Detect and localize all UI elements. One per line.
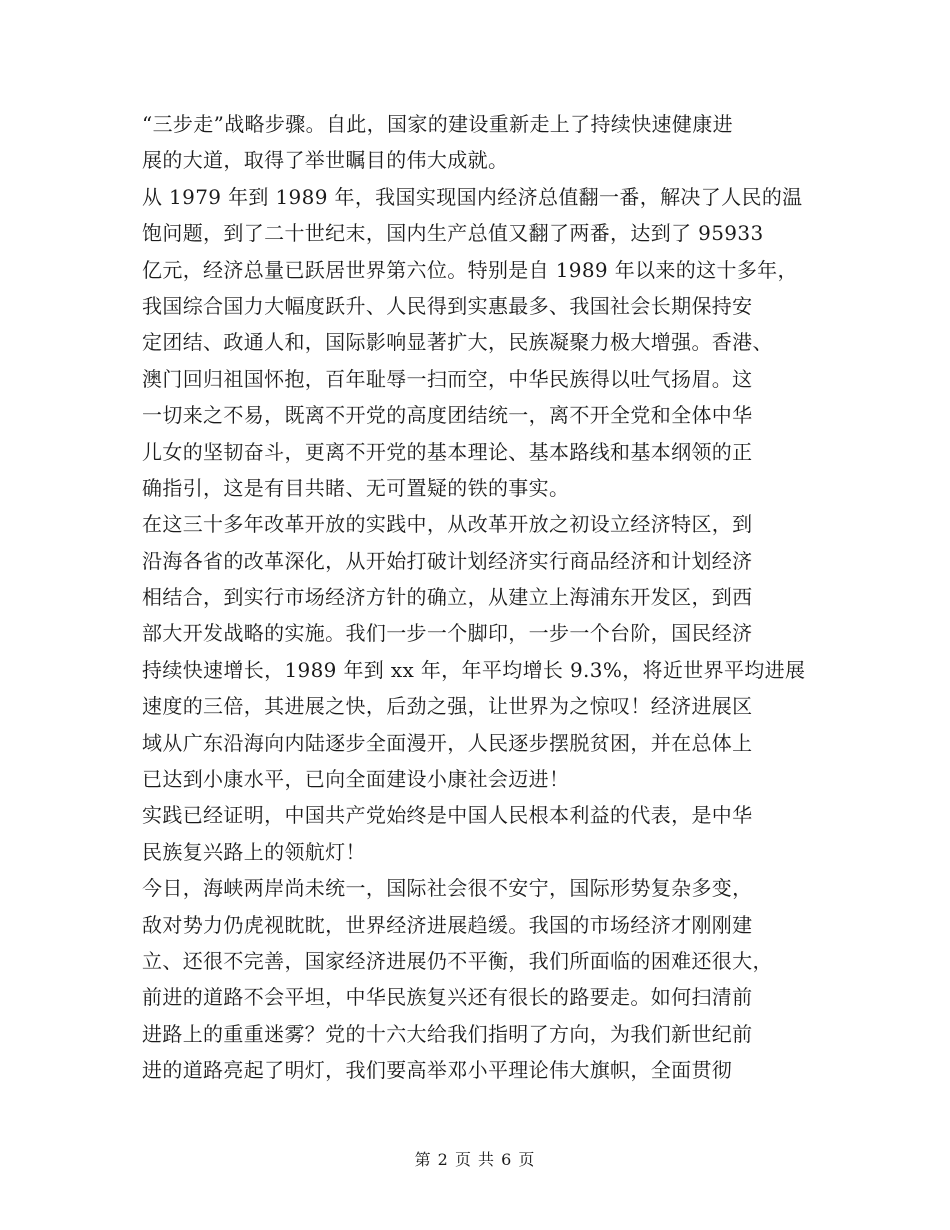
text-line: 实践已经证明，中国共产党始终是中国人民根本利益的代表，是中华 (142, 803, 753, 828)
text-line: 敌对势力仍虎视眈眈，世界经济进展趋缓。我国的市场经济才刚刚建 (142, 912, 753, 937)
text-line: 已达到小康水平，已向全面建设小康社会迈进！ (142, 767, 570, 792)
text-line: 持续快速增长，1989 年到 xx 年，年平均增长 9.3%，将近世界平均进展 (142, 657, 806, 682)
text-line: 部大开发战略的实施。我们一步一个脚印，一步一个台阶，国民经济 (142, 621, 753, 646)
text-line: 域从广东沿海向内陆逐步全面漫开，人民逐步摆脱贫困，并在总体上 (142, 730, 753, 755)
text-line: 进的道路亮起了明灯，我们要高举邓小平理论伟大旗帜，全面贯彻 (142, 1058, 733, 1083)
text-line: 从 1979 年到 1989 年，我国实现国内经济总值翻一番，解决了人民的温 (142, 184, 803, 209)
body-text (142, 106, 810, 1089)
text-line: 在这三十多年改革开放的实践中，从改革开放之初设立经济特区，到 (142, 512, 753, 537)
text-line: 澳门回归祖国怀抱，百年耻辱一扫而空，中华民族得以吐气扬眉。这 (142, 366, 753, 391)
text-line: 定团结、政通人和，国际影响显著扩大，民族凝聚力极大增强。香港、 (142, 330, 773, 355)
text-line: 速度的三倍，其进展之快，后劲之强，让世界为之惊叹！经济进展区 (142, 694, 753, 719)
text-line: 民族复兴路上的领航灯！ (142, 839, 366, 864)
text-line: 相结合，到实行市场经济方针的确立，从建立上海浦东开发区，到西 (142, 585, 753, 610)
text-line: 进路上的重重迷雾？党的十六大给我们指明了方向，为我们新世纪前 (142, 1021, 753, 1046)
page-number-footer: 第 2 页 共 6 页 (414, 1150, 536, 1169)
text-line: “三步走”战略步骤。自此，国家的建设重新走上了持续快速健康进 (142, 112, 733, 136)
text-line: 展的大道，取得了举世瞩目的伟大成就。 (142, 148, 509, 173)
text-line: 沿海各省的改革深化，从开始打破计划经济实行商品经济和计划经济 (142, 548, 753, 573)
text-line: 亿元，经济总量已跃居世界第六位。特别是自 1989 年以来的这十多年， (142, 257, 798, 282)
text-line: 今日，海峡两岸尚未统一，国际社会很不安宁，国际形势复杂多变， (142, 876, 753, 901)
text-line: 我国综合国力大幅度跃升、人民得到实惠最多、我国社会长期保持安 (142, 293, 753, 318)
text-line: 确指引，这是有目共睹、无可置疑的铁的事实。 (142, 475, 570, 500)
text-line: 立、还很不完善，国家经济进展仍不平衡，我们所面临的困难还很大， (142, 948, 773, 973)
text-line: 饱问题，到了二十世纪末，国内生产总值又翻了两番，达到了 95933 (142, 221, 764, 246)
text-line: 儿女的坚韧奋斗，更离不开党的基本理论、基本路线和基本纲领的正 (142, 439, 753, 464)
text-line: 一切来之不易，既离不开党的高度团结统一，离不开全党和全体中华 (142, 403, 753, 428)
text-line: 前进的道路不会平坦，中华民族复兴还有很长的路要走。如何扫清前 (142, 985, 753, 1010)
